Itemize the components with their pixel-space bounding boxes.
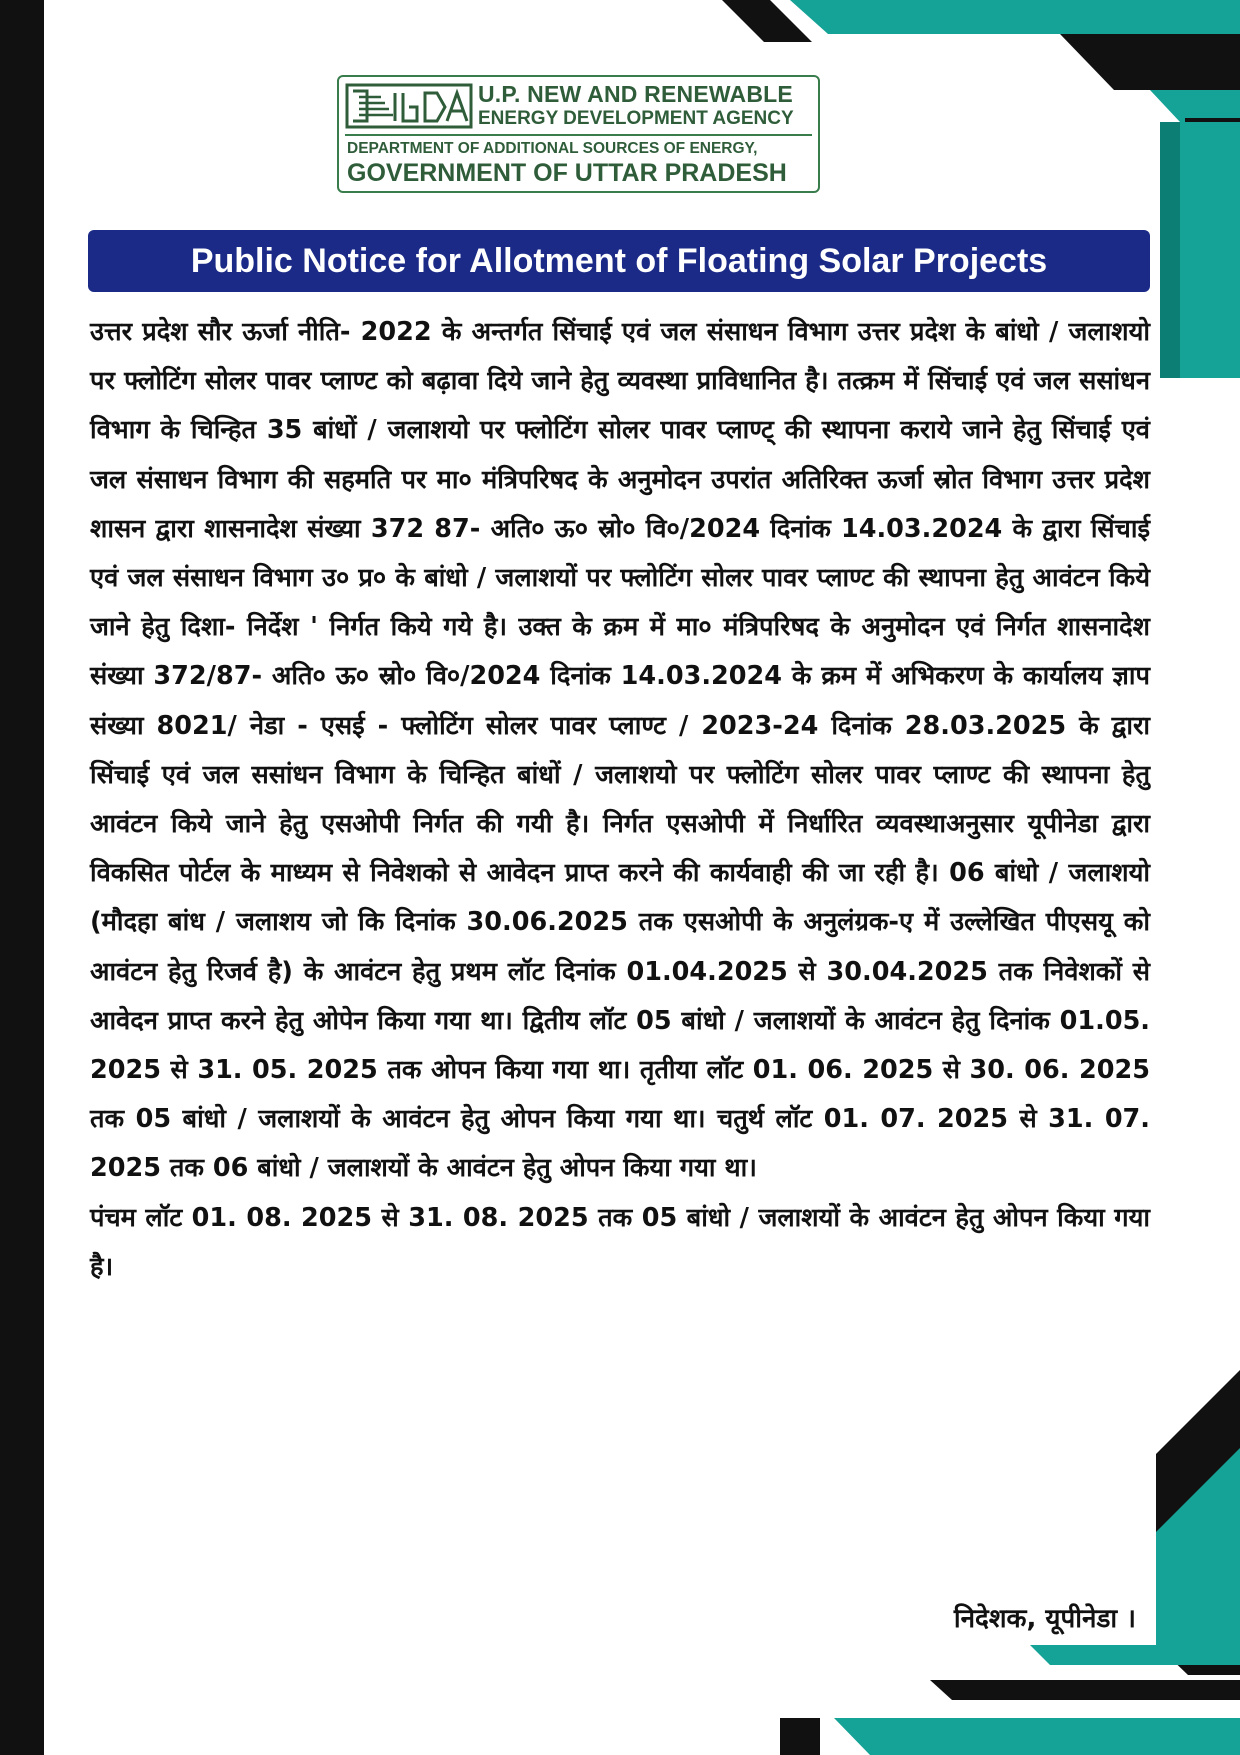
government-line: GOVERNMENT OF UTTAR PRADESH: [347, 159, 787, 187]
department-line: DEPARTMENT OF ADDITIONAL SOURCES OF ENERGY,: [347, 140, 758, 157]
upneda-emblem-icon: [345, 81, 473, 131]
logo-divider: [345, 134, 812, 136]
notice-paragraph-fifth-lot: पंचम लॉट 01. 08. 2025 से 31. 08. 2025 तक 05 बांधो / जलाशयों के आवंटन हेतु ओपन किया गया है।: [90, 1202, 1150, 1282]
decorative-corner-bottom: [780, 1370, 1240, 1755]
notice-title-banner: [88, 230, 1150, 292]
agency-name-line1: U.P. NEW AND RENEWABLE: [478, 81, 793, 107]
notice-title: Public Notice for Allotment of Floating Solar Projects: [190, 241, 1048, 280]
agency-logo: [337, 75, 820, 193]
notice-body: [90, 308, 1150, 1292]
notice-paragraph-main: उत्तर प्रदेश सौर ऊर्जा नीति- 2022 के अन्तर्गत सिंचाई एवं जल संसाधन विभाग उत्तर प्रदेश के बांधो / जलाशयो पर फ्लोटिंग सोलर पावर प्लाण्ट को बढ़ावा दिये जाने हेतु व्यवस्था प्राविधानित है। तत्क्रम में सिंचाई एवं जल ससांधन विभाग के चिन्हित 35 बांधों / जलाशयो पर फ्लोटिंग सोलर पावर प्लाण्ट् की स्थापना कराये जाने हेतु सिंचाई एवं जल संसाधन विभाग की सहमति पर मा० मंत्रिपरिषद के अनुमोदन उपरांत अतिरिक्त ऊर्जा स्रोत विभाग उत्तर प्रदेश शासन द्वारा शासनादेश संख्या 372 87- अति० ऊ० स्रो० वि०/2024 दिनांक 14.03.2024 के द्वारा सिंचाई एवं जल संसाधन विभाग उ० प्र० के बांधो / जलाशयों पर फ्लोटिंग सोलर पावर प्लाण्ट की स्थापना हेतु आवंटन किये जाने हेतु दिशा- निर्देश ' निर्गत किये गये है। उक्त के क्रम में मा० मंत्रिपरिषद के अनुमोदन एवं निर्गत शासनादेश संख्या 372/87- अति० ऊ० स्रो० वि०/2024 दिनांक 14.03.2024 के क्रम में अभिकरण के कार्यालय ज्ञाप संख्या 8021/ नेडा - एसई - फ्लोटिंग सोलर पावर प्लाण्ट / 2023-24 दिनांक 28.03.2025 के द्वारा सिंचाई एवं जल ससांधन विभाग के चिन्हित बांधों / जलाशयो पर फ्लोटिंग सोलर पावर प्लाण्ट की स्थापना हेतु आवंटन किये जाने हेतु एसओपी निर्गत की गयी है। निर्गत एसओपी में निर्धारित व्यवस्थाअनुसार यूपीनेडा द्वारा विकसित पोर्टल के माध्यम से निवेशको से आवेदन प्राप्त करने की कार्यवाही की जा रही है। 06 बांधो / जलाशयो (मौदहा बांध / जलाशय जो कि दिनांक 30.06.2025 तक एसओपी के अनुलंग्रक-ए में उल्लेखित पीएसयू को आवंटन हेतु रिजर्व है) के आवंटन हेतु प्रथम लॉट दिनांक 01.04.2025 से 30.04.2025 तक निवेशकों से आवेदन प्राप्त करने हेतु ओपेन किया गया था। द्वितीय लॉट 05 बांधो / जलाशयों के आवंटन हेतु दिनांक 01.05. 2025 से 31. 05. 2025 तक ओपन किया गया था। तृतीया लॉट 01. 06. 2025 से 30. 06. 2025 तक 05 बांधो / जलाशयों के आवंटन हेतु ओपन किया गया था। चतुर्थ लॉट 01. 07. 2025 से 31. 07. 2025 तक 06 बांधो / जलाशयों के आवंटन हेतु ओपन किया गया था।: [90, 317, 1150, 1184]
left-border-bar: [0, 0, 44, 1755]
agency-name-line2: ENERGY DEVELOPMENT AGENCY: [478, 108, 794, 129]
signature: निदेशक, यूपीनेडा ।: [953, 1604, 1136, 1634]
